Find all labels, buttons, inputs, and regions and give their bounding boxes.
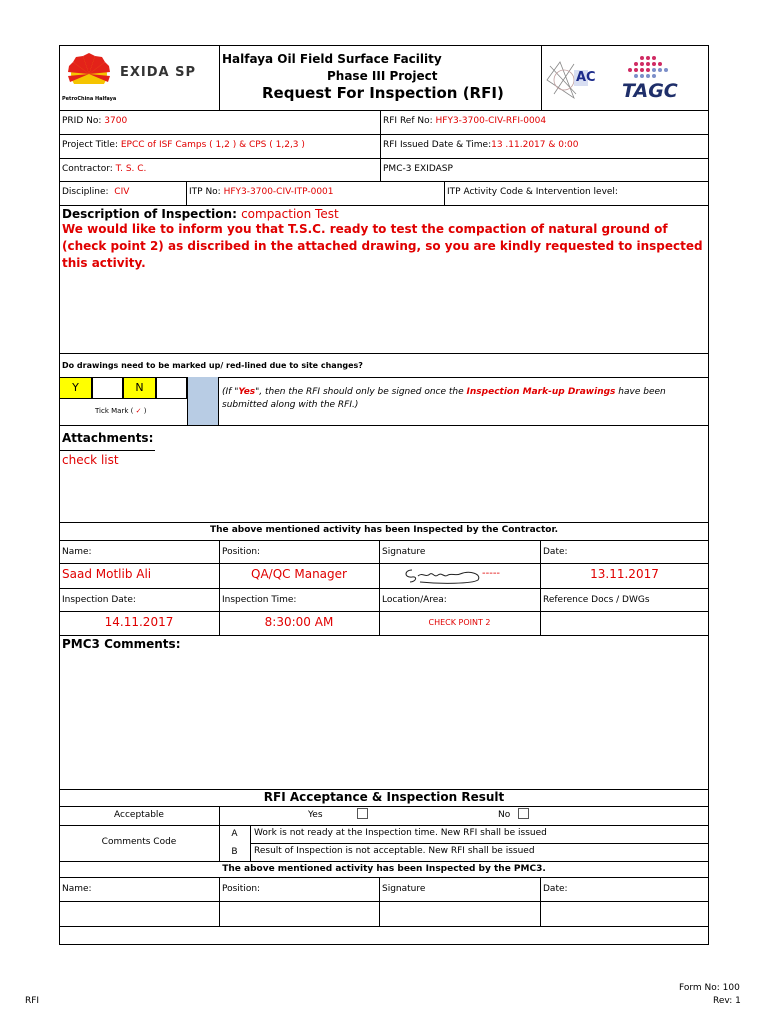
footer-left: RFI bbox=[25, 996, 40, 1006]
itp-field: ITP No: HFY3-3700-CIV-ITP-0001 bbox=[189, 187, 334, 197]
signature-value: ----- bbox=[400, 564, 540, 586]
header-line1: Halfaya Oil Field Surface Facility bbox=[222, 52, 442, 66]
name-label: Name: bbox=[62, 547, 92, 557]
inspection-date-label: Inspection Date: bbox=[62, 595, 136, 605]
acceptable-label: Acceptable bbox=[114, 810, 164, 820]
signature-label: Signature bbox=[382, 547, 426, 557]
itp-value: HFY3-3700-CIV-ITP-0001 bbox=[223, 187, 334, 197]
pmc-field: PMC-3 EXIDASP bbox=[383, 164, 453, 174]
note-yes: Yes bbox=[238, 387, 256, 397]
tagc-text: TAGC bbox=[622, 80, 678, 102]
issued-value: 13 .11.2017 & 0:00 bbox=[491, 140, 579, 150]
no-box[interactable]: N bbox=[123, 377, 156, 399]
attachments-value: check list bbox=[62, 453, 119, 467]
project-title-value: EPCC of ISF Camps ( 1,2 ) & CPS ( 1,2,3 ) bbox=[120, 140, 305, 150]
drawings-question: Do drawings need to be marked up/ red-lined due to site changes? bbox=[62, 361, 363, 370]
prid-value: 3700 bbox=[104, 116, 128, 126]
pmc-logo bbox=[544, 52, 609, 104]
rfi-ref-field: RFI Ref No: HFY3-3700-CIV-RFI-0004 bbox=[383, 116, 547, 126]
acceptance-heading: RFI Acceptance & Inspection Result bbox=[263, 790, 505, 804]
description-body: We would like to inform you that T.S.C. ready to test the compaction of natural ground of (check point 2) as discribed in the attached drawing, so you are kindly requested to inspected this activity. bbox=[62, 222, 703, 270]
yes-box[interactable]: Y bbox=[59, 377, 92, 399]
tagc-logo bbox=[622, 54, 698, 104]
prid-field: PRID No: 3700 bbox=[62, 116, 128, 126]
issued-field: RFI Issued Date & Time:13 .11.2017 & 0:00 bbox=[383, 140, 579, 150]
inspection-time-label: Inspection Time: bbox=[222, 595, 297, 605]
inspection-time-value: 8:30:00 AM bbox=[264, 615, 334, 629]
location-value: CHECK POINT 2 bbox=[428, 618, 491, 627]
exidasp-logo bbox=[62, 50, 217, 108]
rev: Rev: 1 bbox=[713, 996, 741, 1006]
code-b: B bbox=[231, 847, 238, 857]
description-title: Description of Inspection: compaction Test bbox=[62, 207, 339, 221]
code-a: A bbox=[231, 829, 238, 839]
tick-mark-icon: ✓ bbox=[135, 407, 142, 415]
code-a-text: Work is not ready at the Inspection time. New RFI shall be issued bbox=[254, 828, 547, 838]
no-tick-box[interactable] bbox=[156, 377, 187, 399]
pmc3-position-label: Position: bbox=[222, 884, 261, 894]
position-label: Position: bbox=[222, 547, 261, 557]
blue-cell bbox=[187, 377, 219, 425]
accept-no-label: No bbox=[498, 810, 511, 820]
contractor-value: T. S. C. bbox=[115, 164, 147, 174]
pmc3-comments-label: PMC3 Comments: bbox=[62, 637, 181, 651]
location-label: Location/Area: bbox=[382, 595, 447, 605]
company-sub: PetroChina Halfaya bbox=[62, 96, 117, 102]
accept-no-checkbox[interactable] bbox=[518, 808, 529, 819]
inspection-date-value: 14.11.2017 bbox=[104, 615, 174, 629]
code-b-text: Result of Inspection is not acceptable. New RFI shall be issued bbox=[254, 846, 535, 856]
itp-activity-field: ITP Activity Code & Intervention level: bbox=[447, 187, 618, 197]
company-name: EXIDA SP bbox=[120, 65, 197, 80]
signature-scribble-icon bbox=[400, 564, 490, 586]
pmc3-date-label: Date: bbox=[543, 884, 568, 894]
page-title: Request For Inspection (RFI) bbox=[262, 84, 504, 102]
yes-tick-box[interactable] bbox=[92, 377, 123, 399]
pmc3-heading: The above mentioned activity has been Inspected by the PMC3. bbox=[222, 864, 546, 874]
rfi-ref-value: HFY3-3700-CIV-RFI-0004 bbox=[435, 116, 547, 126]
drawings-note: (If "Yes", then the RFI should only be signed once the Inspection Mark-up Drawings have been submitted along with the RFI.) bbox=[222, 387, 666, 410]
position-value: QA/QC Manager bbox=[251, 567, 347, 581]
contractor-heading: The above mentioned activity has been Inspected by the Contractor. bbox=[209, 525, 559, 535]
form-no: Form No: 100 bbox=[679, 983, 740, 993]
tick-mark-label: Tick Mark ( ✓ ) bbox=[95, 407, 147, 415]
date-label: Date: bbox=[543, 547, 568, 557]
pmc3-name-label: Name: bbox=[62, 884, 92, 894]
date-value: 13.11.2017 bbox=[590, 567, 659, 581]
accept-yes-checkbox[interactable] bbox=[357, 808, 368, 819]
header-line2: Phase III Project bbox=[327, 69, 438, 83]
petrochina-logo-icon bbox=[62, 50, 116, 94]
note-link: Inspection Mark-up Drawings bbox=[466, 387, 616, 397]
discipline-value: CIV bbox=[114, 187, 130, 197]
attachments-label: Attachments: bbox=[62, 431, 154, 445]
ac-text: AC bbox=[576, 70, 596, 85]
project-title-field: Project Title: EPCC of ISF Camps ( 1,2 ) & CPS ( 1,2,3 ) bbox=[62, 140, 305, 150]
accept-yes-label: Yes bbox=[308, 810, 323, 820]
pmc3-signature-label: Signature bbox=[382, 884, 426, 894]
description-title-value: compaction Test bbox=[241, 207, 339, 221]
contractor-field: Contractor: T. S. C. bbox=[62, 164, 147, 174]
refdocs-label: Reference Docs / DWGs bbox=[543, 595, 650, 605]
comments-code-label: Comments Code bbox=[101, 837, 177, 847]
name-value: Saad Motlib Ali bbox=[62, 567, 152, 581]
discipline-field: Discipline: CIV bbox=[62, 187, 130, 197]
